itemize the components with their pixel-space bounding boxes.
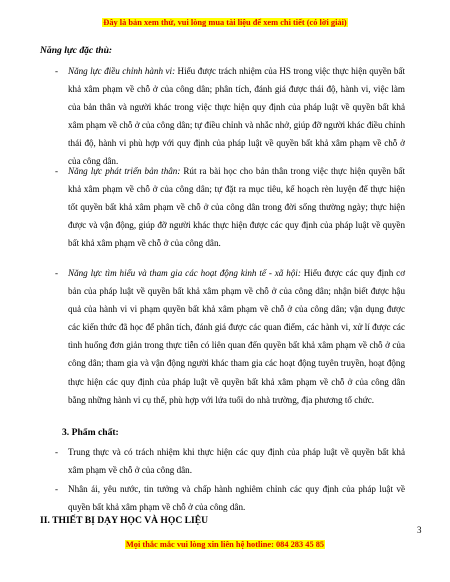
list-item-label: Năng lực phát triển bản thân: [68,166,181,176]
list-item-text [68,264,405,409]
top-banner [0,17,450,28]
list-item-label: Năng lực tìm hiểu và tham gia các hoạt động kinh tế - xã hội: [68,268,301,278]
page-number: 3 [417,525,422,535]
list-item-text [68,162,405,252]
list-item-text: Nhân ái, yêu nước, tin tưởng và chấp hành nghiêm chỉnh các quy định của pháp luật về quyền bất khả xâm phạm về chỗ ở của công dân. [68,484,405,513]
bullet-dash: - [55,447,59,457]
bottom-banner-text: Mọi thắc mắc vui lòng xin liên hệ hotline: 084 283 45 85 [125,540,325,549]
bottom-banner [0,539,450,550]
list-item-trung-thuc [55,443,405,479]
list-item-tim-hieu-tham-gia [55,264,405,409]
bullet-dash: - [55,166,59,176]
bullet-dash: - [55,268,59,278]
bullet-dash: - [55,66,59,76]
section-heading-nang-luc: Năng lực đặc thù: [40,45,113,56]
list-item-label: Năng lực điều chỉnh hành vi: [68,66,176,76]
section-heading-thiet-bi: II. THIẾT BỊ DẠY HỌC VÀ HỌC LIỆU [40,515,209,526]
list-item-text: Trung thực và có trách nhiệm khi thực hiện các quy định của pháp luật về quyền bất khả xâm phạm về chỗ ở của công dân. [68,447,405,476]
list-item-body: Hiểu được trách nhiệm của HS trong việc thực hiện quyền bất khả xâm phạm về chỗ ở của công dân; phân tích, đánh giá được thái độ, hành vi, việc làm của bản thân và người khác trong việc thực hiện quy định của pháp luật về quyền bất khả xâm phạm về chỗ ở của công dân; tự điều chỉnh và nhắc nhở, giúp đỡ người khác điều chỉnh thái độ, hành vi phù hợp với quy định của pháp luật về quyền bất khả xâm phạm về chỗ ở của công dân. [68,66,406,167]
list-item-text [68,62,405,171]
list-item-body: Rút ra bài học cho bản thân trong việc thực hiện quyền bất khả xâm phạm về chỗ ở của công dân; tự đặt ra mục tiêu, kế hoạch rèn luyện để thực hiện tốt quyền bất khả xâm phạm về chỗ ở của công dân trong đời sống thường ngày; thực hiện được và vận động, giúp đỡ người khác thực hiện được các quy định của pháp luật về quyền bất khả xâm phạm về chỗ ở của công dân. [68,166,405,249]
top-banner-text: Đây là bản xem thử, vui lòng mua tài liệu để xem chi tiết (có lời giải) [103,18,347,27]
bullet-dash: - [55,484,59,494]
list-item-nhan-ai [55,480,405,516]
list-item-phat-trien-ban-than [55,162,405,252]
section-heading-pham-chat: 3. Phẩm chất: [62,427,119,438]
list-item-body: Hiểu được các quy định cơ bản của pháp luật về quyền bất khả xâm phạm về chỗ ở của công dân; nhận biết được hậu quả của hành vi vi phạm quyền bất khả xâm phạm về chỗ ở của công dân; vận dụng được các kiến thức đã học để phân tích, đánh giá được các quan điểm, các hành vi, xử lí được các tình huống đơn giản trong thực tiễn có liên quan đến quyền bất khả xâm phạm về chỗ ở của công dân; tham gia và vận động người khác tham gia các hoạt động tuyên truyền, hoạt động thực hiện các quy định của pháp luật về quyền bất khả xâm phạm về chỗ ở của công dân bằng những hành vi cụ thể, phù hợp với lứa tuổi do nhà trường, địa phương tổ chức. [68,268,405,405]
list-item-dieu-chinh-hanh-vi [55,62,405,171]
